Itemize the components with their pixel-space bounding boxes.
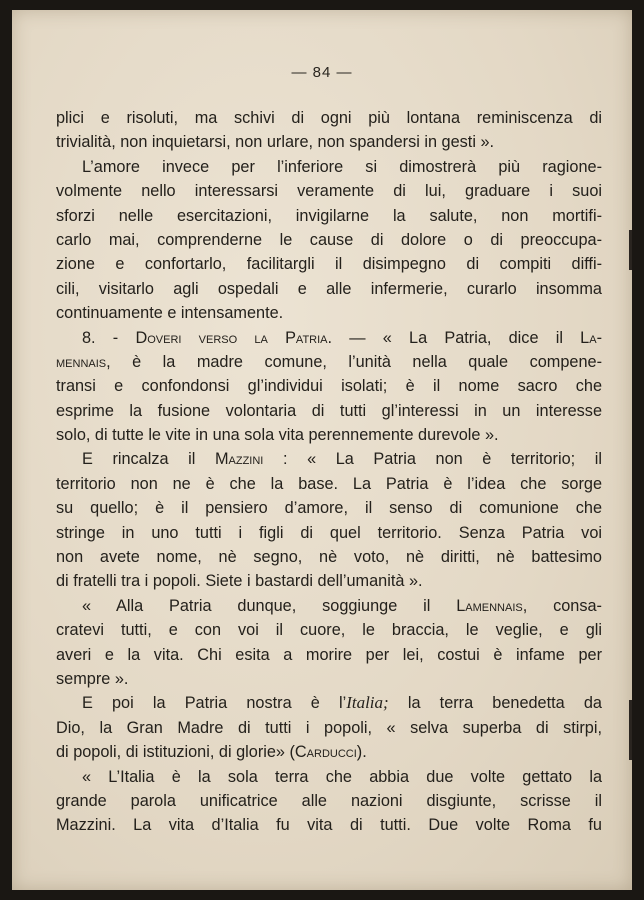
text-line xyxy=(56,716,602,740)
text-segment: , consa- xyxy=(522,596,602,615)
text-line xyxy=(56,447,602,471)
text-line xyxy=(56,106,602,130)
text-segment: continuamente e intensamente. xyxy=(56,304,284,323)
text-segment: L’amore invece per l’inferiore si dimostrerà più ragione- xyxy=(82,157,602,176)
text-line xyxy=(56,350,602,374)
text-segment: ). xyxy=(356,743,367,762)
page-number: — 84 — xyxy=(291,64,353,81)
text-line xyxy=(56,740,602,764)
book-page xyxy=(12,10,632,890)
text-segment: non avete nome, nè segno, nè voto, nè diritti, nè battesimo xyxy=(56,548,602,567)
text-segment: cratevi tutti, e con voi il cuore, le braccia, le veglie, e gli xyxy=(56,621,602,640)
text-segment: di popoli, di istituzioni, di glorie» ( xyxy=(56,743,295,762)
text-line xyxy=(56,252,602,276)
text-line xyxy=(56,618,602,642)
text-segment: la terra benedetta da xyxy=(388,694,602,713)
text-segment: Mazzini. La vita d’Italia fu vita di tutti. Due volte Roma fu xyxy=(56,816,602,835)
text-segment: trivialità, non inquietarsi, non urlare, non spandersi in gesti ». xyxy=(56,133,495,152)
text-segment: zione e confortarlo, facilitargli il disimpegno di compiti diffi- xyxy=(56,255,602,274)
text-line xyxy=(56,813,602,837)
body-text xyxy=(56,106,602,838)
text-line xyxy=(56,374,602,398)
text-line xyxy=(56,496,602,520)
text-segment: plici e risoluti, ma schivi di ogni più lontana reminiscenza di xyxy=(56,109,602,127)
text-segment: territorio non ne è che la base. La Patria è l’idea che sorge xyxy=(56,474,602,493)
text-segment: su quello; è il pensiero d’amore, il senso di comunione che xyxy=(56,499,602,518)
text-line xyxy=(56,594,602,618)
text-segment: « L’Italia è la sola terra che abbia due volte gettato la xyxy=(82,767,602,786)
text-line xyxy=(56,204,602,228)
small-caps-text: Doveri verso la Patria. xyxy=(135,328,333,347)
text-segment: — « La Patria, dice il xyxy=(332,328,581,347)
text-segment: grande parola unificatrice alle nazioni disgiunte, scrisse il xyxy=(56,791,602,810)
text-line xyxy=(56,691,602,715)
text-segment: : « La Patria non è territorio; il xyxy=(263,450,602,469)
text-segment: esprime la fusione volontaria di tutti gl’interessi in un interesse xyxy=(56,401,602,420)
text-segment: Dio, la Gran Madre di tutti i popoli, « selva superba di stirpi, xyxy=(56,718,602,737)
small-caps-text: Carducci xyxy=(294,743,357,762)
small-caps-text: mennais xyxy=(56,352,107,371)
text-line xyxy=(56,399,602,423)
text-segment: , è la madre comune, l’unità nella quale compene- xyxy=(106,352,602,371)
text-line xyxy=(56,277,602,301)
small-caps-text: La- xyxy=(580,328,602,347)
text-line xyxy=(56,765,602,789)
text-segment: 8. - xyxy=(82,328,136,347)
text-line xyxy=(56,301,602,325)
text-line xyxy=(56,179,602,203)
text-segment: sforzi nelle esercitazioni, invigilarne la salute, non mortifi- xyxy=(56,206,602,225)
small-caps-text: Mazzini xyxy=(214,450,264,469)
text-segment: E poi la Patria nostra è l’ xyxy=(82,694,347,713)
page-edge-shadow xyxy=(629,700,632,760)
text-segment: volmente nello interessarsi veramente di lui, graduare i suoi xyxy=(56,182,602,201)
text-line xyxy=(56,667,602,691)
text-line xyxy=(56,155,602,179)
text-line xyxy=(56,130,602,154)
text-line xyxy=(56,545,602,569)
text-line xyxy=(56,228,602,252)
text-segment: sempre ». xyxy=(56,669,129,688)
text-line xyxy=(56,569,602,593)
text-segment: solo, di tutte le vite in una sola vita perennemente durevole ». xyxy=(56,426,499,445)
text-line xyxy=(56,326,602,350)
text-line xyxy=(56,521,602,545)
italic-text: Italia; xyxy=(346,693,389,713)
text-segment: stringe in uno tutti i figli di quel territorio. Senza Patria voi xyxy=(56,523,602,542)
page-edge-shadow xyxy=(629,230,632,270)
text-line xyxy=(56,423,602,447)
text-segment: carlo mai, comprenderne le cause di dolore o di preoccupa- xyxy=(56,230,602,249)
text-segment: averi e la vita. Chi esita a morire per lei, costui è infame per xyxy=(56,645,602,664)
text-segment: transi e confondonsi gl’individui isolati; è il nome sacro che xyxy=(56,377,602,396)
text-line xyxy=(56,472,602,496)
text-line xyxy=(56,643,602,667)
text-segment: E rincalza il xyxy=(82,450,215,469)
small-caps-text: Lamennais xyxy=(456,596,523,615)
text-segment: cili, visitarlo agli ospedali e alle infermerie, curarlo insomma xyxy=(56,279,602,298)
text-segment: di fratelli tra i popoli. Siete i bastardi dell’umanità ». xyxy=(56,572,423,591)
text-segment: « Alla Patria dunque, soggiunge il xyxy=(82,596,457,615)
text-line xyxy=(56,789,602,813)
